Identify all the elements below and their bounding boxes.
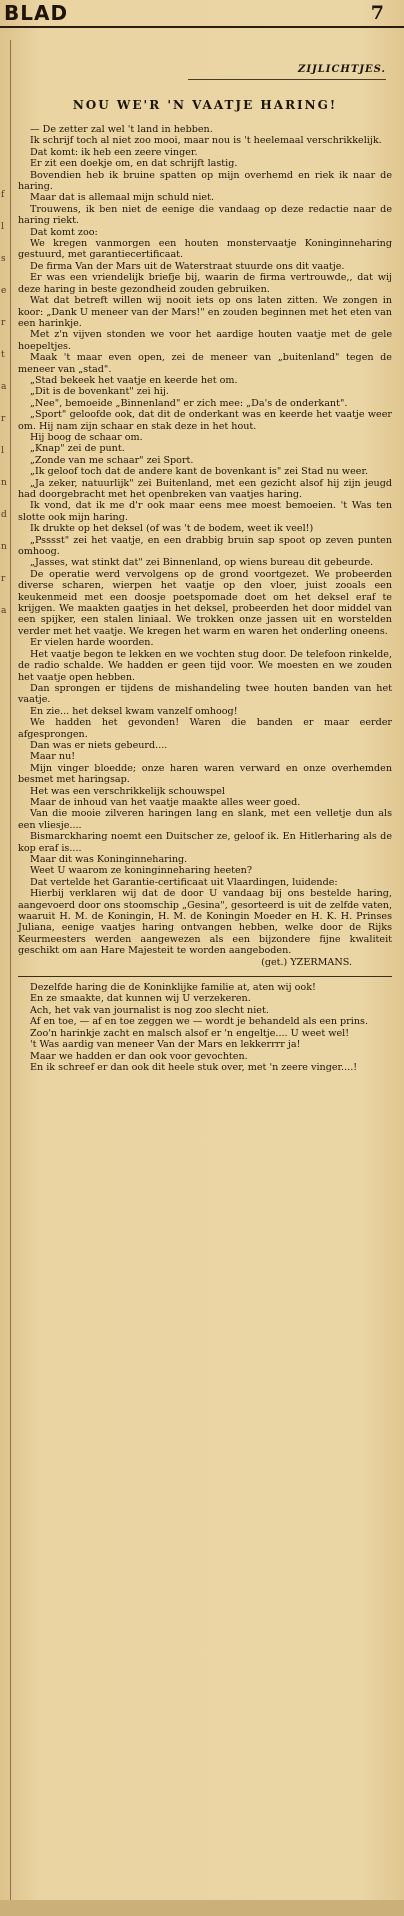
paragraph: „Dit is de bovenkant" zei hij. (30, 386, 169, 398)
paragraph: „Ik geloof toch dat de andere kant de bovenkant is" zei Stad nu weer. (30, 466, 369, 478)
margin-letter: d (1, 510, 7, 520)
margin-letter: s (1, 254, 6, 264)
paragraph: Er zit een doekje om, en dat schrijft lastig. (30, 158, 238, 170)
paragraph: Maar we hadden er dan ook voor gevochten. (30, 1050, 248, 1062)
margin-letter: n (1, 542, 7, 552)
paragraph: „Knap" zei de punt. (30, 443, 125, 455)
page-number: 7 (370, 2, 384, 24)
paragraph: En zie... het deksel kwam vanzelf omhoog! (30, 705, 238, 717)
article-headline: NOU WE'R 'N VAATJE HARING! (72, 98, 338, 112)
paragraph: Bovendien heb ik bruine spatten op mijn overhemd en riek ik naar de haring. (18, 169, 392, 193)
paragraph: Van die mooie zilveren haringen lang en slank, met een velletje dun als een vliesje.... (18, 808, 392, 831)
paragraph: We kregen vanmorgen een houten monstervaatje Koninginneharing gestuurd, met garantiecertificaat. (18, 238, 392, 261)
divider (18, 976, 392, 977)
paragraph: De operatie werd vervolgens op de grond voortgezet. We probeerden diverse scharen, wierpen het vaatje op den vloer, juist zooals een keukenmeid met een doosje poetspomade doet om het deksel eraf te krijgen. We maakten gaatjes in het deksel, probeerden het door middel van een spijker, een stalen liniaal. We trokken onze jassen uit en worstelden verder met het vaatje. We kregen het warm en waren het onderling oneens. (18, 568, 392, 637)
margin-letter: r (1, 574, 6, 584)
paragraph: We hadden het gevonden! Waren die banden er maar eerder afgesprongen. (18, 717, 392, 740)
paragraph: „Nee", bemoeide „Binnenland" er zich mee: „Da's de onderkant". (30, 397, 348, 409)
paragraph: Er was een vriendelijk briefje bij, waarin de firma vertrouwde,, dat wij deze haring in beste gezondheid zouden gebruiken. (18, 272, 392, 295)
paragraph: Af en toe, — af en toe zeggen we — wordt je behandeld als een prins. (30, 1016, 368, 1028)
article-body (18, 124, 392, 957)
paragraph: Hierbij verklaren wij dat de door U vandaag bij ons bestelde haring, aangevoerd door ons stoomschip „Gesina", gesorteerd is uit de zelfde vaten, waaruit H. M. de Koningin, H. M. de Koningin Moeder en H. K. H. Prinses Juliana, eenige vaatjes haring ontvangen hebben, welke door de Rijks Keurmeesters werden aangewezen als een bijzondere fijne kwaliteit geschikt om aan Hare Majesteit te worden aangeboden. (18, 888, 392, 957)
paragraph: Het vaatje begon te lekken en we vochten stug door. De telefoon rinkelde, de radio schalde. We hadden er geen tijd voor. We moesten en we zouden het vaatje open hebben. (18, 648, 392, 683)
page-bottom-edge (0, 1900, 404, 1916)
paragraph: Ik drukte op het deksel (of was 't de bodem, weet ik veel!) (30, 523, 314, 535)
paragraph: Dat komt zoo: (30, 226, 98, 238)
paragraph: Maar dit was Koninginneharing. (30, 854, 188, 865)
paragraph: „Psssst" zei het vaatje, en een drabbig bruin sap spoot op zeven punten omhoog. (18, 534, 392, 558)
paragraph: „Sport" geloofde ook, dat dit de onderkant was en keerde het vaatje weer om. Hij nam zijn schaar en stak deze in het hout. (18, 409, 392, 432)
paragraph: Dat vertelde het Garantie-certificaat uit Vlaardingen, luidende: (30, 876, 338, 888)
paragraph: En ze smaakte, dat kunnen wij U verzekeren. (30, 993, 251, 1005)
paragraph: Dan sprongen er tijdens de mishandeling twee houten banden van het vaatje. (18, 682, 392, 706)
paragraph: Dezelfde haring die de Koninklijke familie at, aten wij ook! (30, 982, 316, 994)
paragraph: Dat komt: ik heb een zeere vinger. (30, 146, 198, 158)
margin-letter: t (1, 350, 5, 360)
masthead (0, 0, 404, 28)
paragraph: Maar dat is allemaal mijn schuld niet. (30, 192, 215, 204)
margin-letter: a (1, 382, 7, 392)
article-signature: (get.) YZERMANS. (261, 956, 352, 968)
margin-letter: l (1, 222, 4, 232)
paragraph: En ik schreef er dan ook dit heele stuk over, met 'n zeere vinger....! (30, 1061, 358, 1073)
paragraph: Trouwens, ik ben niet de eenige die vandaag op deze redactie naar de haring riekt. (18, 203, 392, 227)
paragraph: Maar nu! (30, 751, 76, 763)
margin-letter: l (1, 446, 4, 456)
paragraph: Het was een verschrikkelijk schouwspel (30, 785, 225, 797)
paragraph: Ach, het vak van journalist is nog zoo slecht niet. (30, 1004, 269, 1016)
paragraph: Ik vond, dat ik me d'r ook maar eens mee moest bemoeien. 't Was ten slotte ook mijn haring. (18, 500, 392, 523)
paragraph: Maak 't maar even open, zei de meneer van „buitenland" tegen de meneer van „stad". (18, 352, 392, 375)
masthead-title: BLAD (4, 1, 69, 25)
margin-letter: r (1, 318, 6, 328)
margin-letter: f (1, 190, 5, 200)
margin-letter: n (1, 478, 7, 488)
paragraph: 't Was aardig van meneer Van der Mars en lekkerrrr ja! (30, 1039, 301, 1051)
paragraph: „Ja zeker, natuurlijk" zei Buitenland, met een gezicht alsof hij zijn jeugd had doorgebracht met het openbreken van vaatjes haring. (18, 477, 392, 500)
paragraph: Zoo'n harinkje zacht en malsch alsof er 'n engeltje.... U weet wel! (30, 1027, 350, 1039)
paragraph: Er vielen harde woorden. (30, 637, 154, 649)
paragraph: Bismarckharing noemt een Duitscher ze, geloof ik. En Hitlerharing als de kop eraf is.... (18, 831, 392, 854)
article-column (18, 28, 392, 1073)
paragraph: — De zetter zal wel 't land in hebben. (30, 124, 213, 135)
paragraph: Hij boog de schaar om. (30, 431, 143, 443)
paragraph: Mijn vinger bloedde; onze haren waren verward en onze overhemden besmet met haringsap. (18, 762, 392, 786)
paragraph: „Zonde van me schaar" zei Sport. (30, 454, 194, 466)
paragraph: Met z'n vijven stonden we voor het aardige houten vaatje met de gele hoepeltjes. (18, 329, 392, 352)
paragraph: Ik schrijf toch al niet zoo mooi, maar nou is 't heelemaal verschrikkelijk. (30, 135, 382, 147)
article-closing (18, 982, 392, 1073)
left-margin-column-fragment (0, 40, 11, 1916)
paragraph: „Jasses, wat stinkt dat" zei Binnenland, op wiens bureau dit gebeurde. (30, 557, 374, 569)
paragraph: Wat dat betreft willen wij nooit iets op ons laten zitten. We zongen in koor: „Dank U meneer van der Mars!" en zouden beginnen met het eten van een harinkje. (18, 295, 392, 329)
margin-letter: r (1, 414, 6, 424)
paragraph: „Stad bekeek het vaatje en keerde het om. (30, 374, 238, 386)
paragraph: De firma Van der Mars uit de Waterstraat stuurde ons dit vaatje. (30, 260, 345, 272)
paragraph: Maar de inhoud van het vaatje maakte alles weer goed. (30, 796, 301, 808)
section-label: ZIJLICHTJES. (188, 64, 386, 80)
margin-letter: a (1, 606, 7, 616)
margin-letter: e (1, 286, 7, 296)
paragraph: Weet U waarom ze koninginneharing heeten? (30, 865, 252, 877)
paragraph: Dan was er niets gebeurd.... (30, 739, 168, 751)
